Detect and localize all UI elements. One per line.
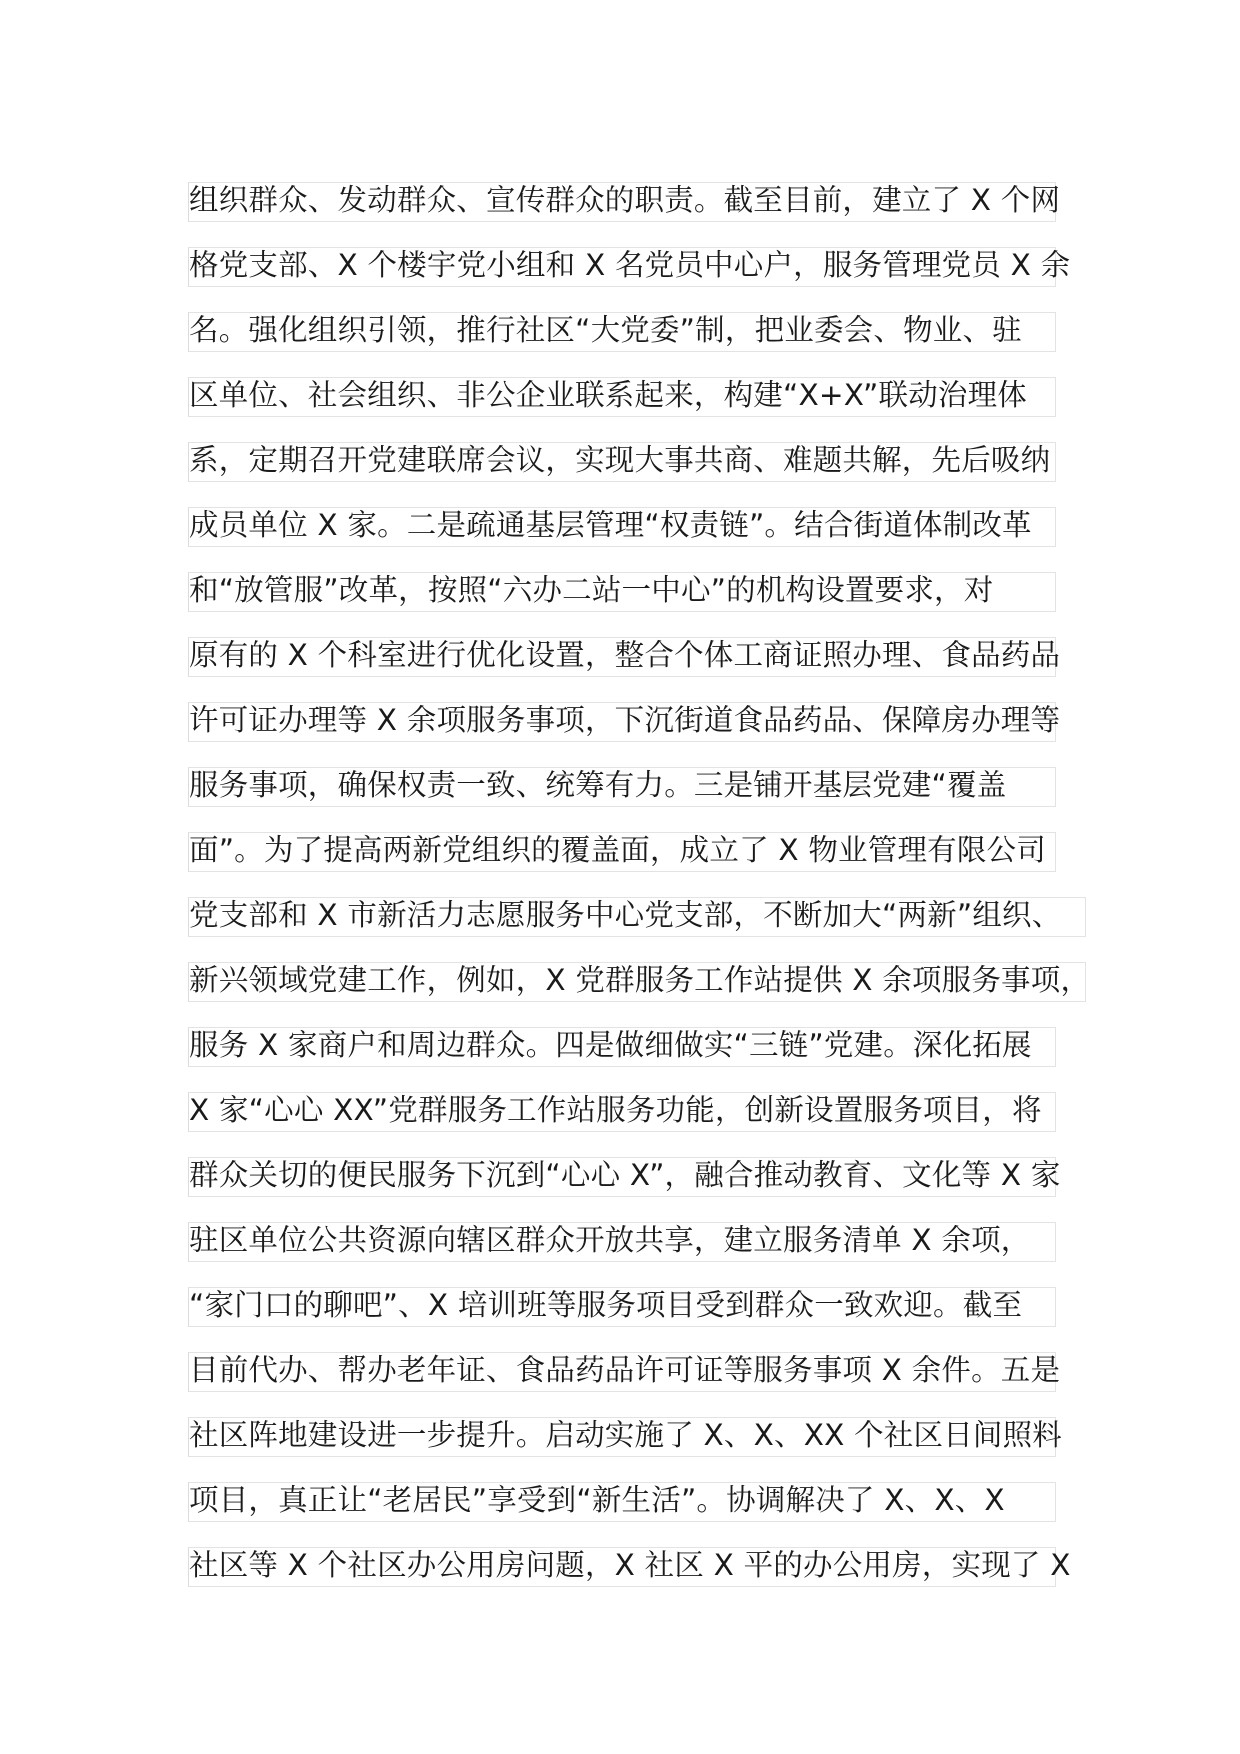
text-line: 服务事项，确保权责一致、统筹有力。三是铺开基层党建“覆盖 [189, 753, 1069, 818]
text-line: 社区等 X 个社区办公用房问题，X 社区 X 平的办公用房，实现了 X [189, 1533, 1069, 1598]
text-line: 服务 X 家商户和周边群众。四是做细做实“三链”党建。深化拓展 [189, 1013, 1069, 1078]
text-line: 成员单位 X 家。二是疏通基层管理“权责链”。结合街道体制改革 [189, 493, 1069, 558]
text-line: 目前代办、帮办老年证、食品药品许可证等服务事项 X 余件。五是 [189, 1338, 1069, 1403]
text-line: 新兴领域党建工作，例如，X 党群服务工作站提供 X 余项服务事项， [189, 948, 1069, 1013]
text-line: 面”。为了提高两新党组织的覆盖面，成立了 X 物业管理有限公司 [189, 818, 1069, 883]
text-line: 系，定期召开党建联席会议，实现大事共商、难题共解，先后吸纳 [189, 428, 1069, 493]
text-line: 党支部和 X 市新活力志愿服务中心党支部，不断加大“两新”组织、 [189, 883, 1069, 948]
text-line: 格党支部、X 个楼宇党小组和 X 名党员中心户，服务管理党员 X 余 [189, 233, 1069, 298]
text-line: 许可证办理等 X 余项服务事项，下沉街道食品药品、保障房办理等 [189, 688, 1069, 753]
text-line: “家门口的聊吧”、X 培训班等服务项目受到群众一致欢迎。截至 [189, 1273, 1069, 1338]
text-line: 群众关切的便民服务下沉到“心心 X”，融合推动教育、文化等 X 家 [189, 1143, 1069, 1208]
text-line: 原有的 X 个科室进行优化设置，整合个体工商证照办理、食品药品 [189, 623, 1069, 688]
text-line: X 家“心心 XX”党群服务工作站服务功能，创新设置服务项目，将 [189, 1078, 1069, 1143]
text-line: 驻区单位公共资源向辖区群众开放共享，建立服务清单 X 余项， [189, 1208, 1069, 1273]
text-line: 组织群众、发动群众、宣传群众的职责。截至目前，建立了 X 个网 [189, 168, 1069, 233]
body-text [189, 168, 1091, 1598]
text-line: 和“放管服”改革，按照“六办二站一中心”的机构设置要求，对 [189, 558, 1069, 623]
text-line: 名。强化组织引领，推行社区“大党委”制，把业委会、物业、驻 [189, 298, 1069, 363]
text-line: 区单位、社会组织、非公企业联系起来，构建“X+X”联动治理体 [189, 363, 1069, 428]
text-line: 项目，真正让“老居民”享受到“新生活”。协调解决了 X、X、X [189, 1468, 1069, 1533]
text-line: 社区阵地建设进一步提升。启动实施了 X、X、XX 个社区日间照料 [189, 1403, 1069, 1468]
